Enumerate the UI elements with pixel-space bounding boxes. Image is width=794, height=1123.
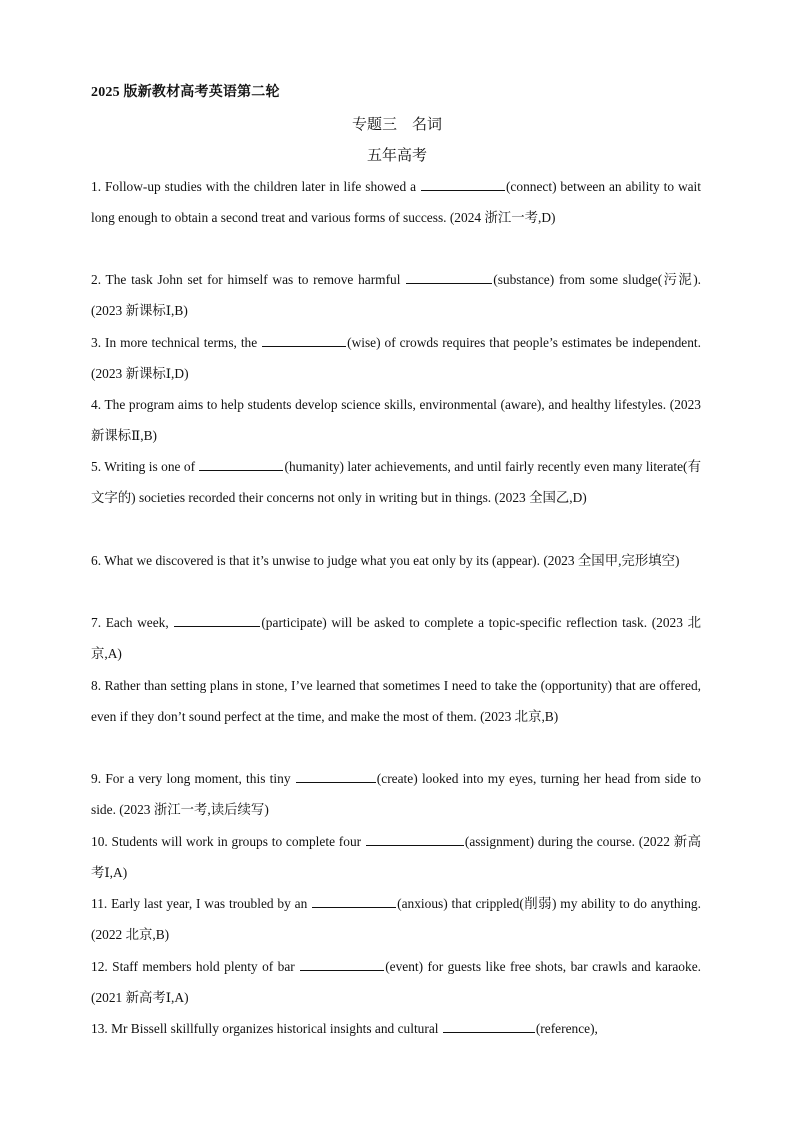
- section-title: 五年高考: [366, 148, 427, 164]
- question-8: 8. Rather than setting plans in stone, I’ve learned that sometimes I need to take the (opportunity) that are offered, even if they don’t sound perfect at the time, and make the most of them. (2023 北京,B): [91, 678, 701, 724]
- question-4: 4. The program aims to help students develop science skills, environmental (aware), and healthy lifestyles. (2023 新课标Ⅱ,B): [91, 397, 701, 443]
- answer-blank[interactable]: [421, 178, 505, 191]
- question-12: 12. Staff members hold plenty of bar (event) for guests like free shots, bar crawls and karaoke. (2021 新高考Ⅰ,A): [91, 959, 701, 1005]
- topic-title: 专题三 名词: [351, 117, 442, 133]
- answer-blank[interactable]: [406, 271, 492, 284]
- question-9: 9. For a very long moment, this tiny (create) looked into my eyes, turning her head from side to side. (2023 浙江一考,读后续写): [91, 771, 701, 817]
- question-2: 2. The task John set for himself was to remove harmful (substance) from some sludge(污泥). (2023 新课标Ⅰ,B): [91, 272, 702, 318]
- question-5: 5. Writing is one of (humanity) later achievements, and until fairly recently even many literate(有文字的) societies recorded their concerns not only in writing but in things. (2023 全国乙,D): [91, 459, 701, 505]
- answer-blank[interactable]: [174, 614, 260, 627]
- question-6: 6. What we discovered is that it’s unwise to judge what you eat only by its (appear). (2023 全国甲,完形填空): [91, 553, 680, 568]
- answer-blank[interactable]: [366, 833, 464, 846]
- question-10: 10. Students will work in groups to complete four (assignment) during the course. (2022 新高考Ⅰ,A): [91, 834, 701, 880]
- question-1: 1. Follow-up studies with the children later in life showed a (connect) between an ability to wait long enough to obtain a second treat and various forms of success. (2024 浙江一考,D): [91, 179, 701, 225]
- question-3: 3. In more technical terms, the (wise) of crowds requires that people’s estimates be independent. (2023 新课标Ⅰ,D): [91, 335, 701, 381]
- answer-blank[interactable]: [300, 958, 384, 971]
- answer-blank[interactable]: [312, 895, 396, 908]
- answer-blank[interactable]: [262, 334, 346, 347]
- question-13: 13. Mr Bissell skillfully organizes historical insights and cultural (reference),: [91, 1021, 598, 1036]
- question-7: 7. Each week, (participate) will be asked to complete a topic-specific reflection task. (2023 北京,A): [91, 615, 701, 661]
- answer-blank[interactable]: [443, 1020, 535, 1033]
- answer-blank[interactable]: [199, 458, 283, 471]
- document-header: 2025 版新教材高考英语第二轮: [91, 85, 280, 100]
- question-11: 11. Early last year, I was troubled by an (anxious) that crippled(削弱) my ability to do anything. (2022 北京,B): [91, 896, 701, 942]
- answer-blank[interactable]: [296, 770, 376, 783]
